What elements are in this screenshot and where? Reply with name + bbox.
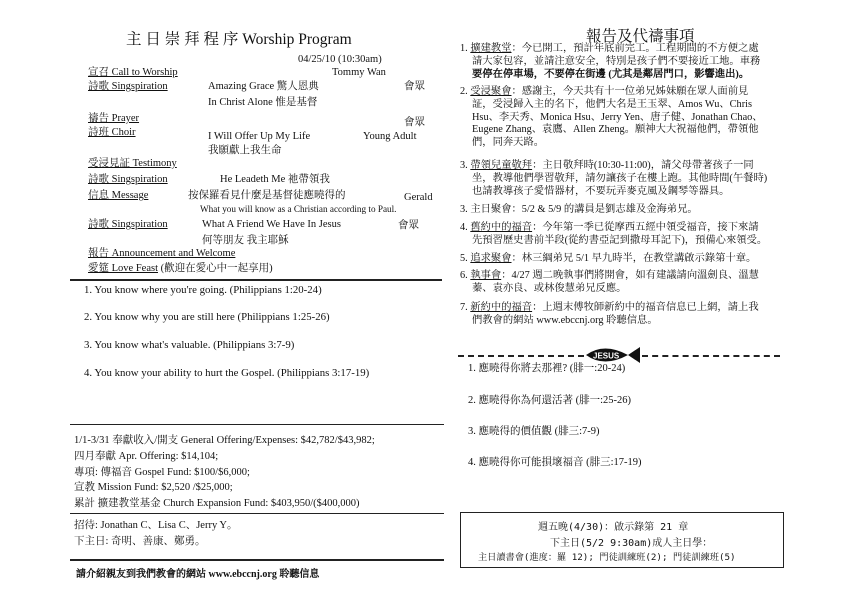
congregation-2: 會眾 bbox=[404, 117, 425, 128]
prayer: 禱告 Prayer bbox=[88, 113, 140, 124]
item-1-num: 1. bbox=[460, 43, 468, 54]
question-4: 4. 應曉得你可能損壞福音 (腓三:17-19) bbox=[468, 457, 642, 468]
item-5-num: 5. bbox=[460, 253, 468, 264]
footer-divider bbox=[70, 559, 444, 561]
item-3b-label: 主日聚會 bbox=[470, 204, 512, 215]
item-3-label: 帶領兒童敬拜 bbox=[470, 160, 533, 171]
fish-divider-right bbox=[642, 355, 780, 357]
call-leader: Tommy Wan bbox=[332, 67, 386, 78]
item-3b-num: 3. bbox=[460, 204, 468, 215]
finance-line-2: 四月奉獻 Apr. Offering: $14,104; bbox=[74, 451, 219, 462]
item-3b-line-1: ：5/2 & 5/9 的講員是劉志雄及金海弟兄。 bbox=[511, 204, 698, 215]
item-6-line-1: ：4/27 週二晚執事們將開會，如有建議請向溫劍良、溫慧 bbox=[501, 270, 759, 281]
finance-line-3: 專項: 傳福音 Gospel Fund: $100/$6,000; bbox=[74, 467, 250, 478]
message-title-en: What you will know as a Christian according to Paul. bbox=[200, 204, 397, 214]
program-date: 04/25/10 (10:30am) bbox=[298, 54, 382, 65]
announcement-item-3b bbox=[460, 204, 698, 217]
footer-text: 請介紹親友到我們教會的網站 www.ebccnj.org 聆聽信息 bbox=[76, 569, 320, 580]
finance-line-5: 累計 擴建教堂基金 Church Expansion Fund: $403,950/($400,000) bbox=[74, 498, 360, 509]
item-1-line-2: 請大家包容，並請注意安全，特別是孩子們不要接近工地。車務 bbox=[472, 55, 761, 67]
love-feast: 愛筵 Love Feast bbox=[88, 263, 158, 274]
item-3-line-3: 也請教導孩子愛惜器材，不要玩弄麥克風及鋼琴等器具。 bbox=[472, 185, 730, 197]
item-4-line-1: ：今年第一季已從摩西五經中領受福音，接下來請 bbox=[532, 222, 759, 233]
next-sunday-hosts: 下主日: 奇明、善康、鄭勇。 bbox=[74, 536, 206, 547]
item-2-line-5: 們，同奔天路。 bbox=[472, 137, 545, 149]
congregation-3: 會眾 bbox=[398, 220, 419, 231]
item-4-line-2: 先預習歷史書前半段(從約書亞記到撒母耳記下)，預備心來領受。 bbox=[472, 234, 768, 246]
speaker: Gerald bbox=[404, 192, 433, 203]
schedule-line-3: 主日讀書會(進度：羅 12); 門徒訓練班(2); 門徒訓練班(5) bbox=[478, 552, 736, 563]
item-2-line-4: Eugene Zhang、袁鷹、Allen Zheng。願神大大祝福他們，帶領他 bbox=[472, 124, 759, 136]
item-2-label: 受浸聚會 bbox=[470, 86, 512, 97]
love-feast-note: (歡迎在愛心中一起享用) bbox=[158, 263, 273, 274]
finance-divider-top bbox=[70, 424, 444, 425]
point-2: 2. You know why you are still here (Philippians 1:25-26) bbox=[84, 311, 330, 323]
announcement-item-5 bbox=[460, 253, 756, 266]
item-1-line-3: 要停在停車場，不要停在街邊 (尤其是鄰居門口，影響進出)。 bbox=[472, 68, 750, 80]
announcement-item-6 bbox=[460, 270, 759, 296]
message-title-zh: 按保羅看見什麼是基督徒應曉得的 bbox=[188, 190, 346, 201]
finance-divider-bottom bbox=[70, 513, 444, 514]
item-5-line-1: ：林三綱弟兄 5/1 早九時半，在教堂講啟示錄第十章。 bbox=[511, 253, 757, 264]
congregation-1: 會眾 bbox=[404, 81, 425, 92]
item-6-label: 執事會 bbox=[470, 270, 502, 281]
item-7-line-2: 們教會的網站 www.ebccnj.org 聆聽信息。 bbox=[472, 314, 658, 326]
singspiration-2: 詩歌 Singspiration bbox=[88, 174, 168, 185]
item-7-label: 新約中的福音 bbox=[470, 302, 533, 313]
item-1-line-1: ：今已開工，預計年底前完工。工程期間的不方便之處 bbox=[511, 43, 759, 54]
finance-line-1: 1/1-3/31 奉獻收入/開支 General Offering/Expenses: $42,782/$43,982; bbox=[74, 435, 375, 446]
item-4-num: 4. bbox=[460, 222, 468, 233]
choir-song-en: I Will Offer Up My Life bbox=[208, 131, 311, 142]
item-2-num: 2. bbox=[460, 86, 468, 97]
song-2: He Leadeth Me 祂帶領我 bbox=[220, 174, 330, 185]
announcement: 報告 Announcement and Welcome bbox=[88, 248, 236, 259]
question-3: 3. 應曉得的價值觀 (腓三:7-9) bbox=[468, 426, 600, 437]
song-1a: Amazing Grace 驚人恩典 bbox=[208, 81, 319, 92]
item-4-label: 舊約中的福音 bbox=[470, 222, 533, 233]
question-2: 2. 應曉得你為何還活著 (腓一:25-26) bbox=[468, 395, 632, 406]
item-1-label: 擴建教堂 bbox=[470, 43, 512, 54]
testimony: 受浸見証 Testimony bbox=[88, 158, 177, 169]
item-5-label: 追求聚會 bbox=[470, 253, 512, 264]
singspiration-1: 詩歌 Singspiration bbox=[88, 81, 168, 92]
point-1: 1. You know where you're going. (Philippians 1:20-24) bbox=[84, 284, 322, 296]
fish-divider-left bbox=[458, 355, 584, 357]
schedule-line-2: 下主日(5/2 9:30am)成人主日學： bbox=[550, 538, 713, 549]
question-1: 1. 應曉得你將去那裡? (腓一:20-24) bbox=[468, 363, 626, 374]
call-to-worship: 宣召 Call to Worship bbox=[88, 67, 178, 78]
song-3b: 何等朋友 我主耶穌 bbox=[202, 235, 289, 246]
item-3-num: 3. bbox=[460, 160, 468, 171]
choir: 詩班 Choir bbox=[88, 127, 136, 138]
item-7-num: 7. bbox=[460, 302, 468, 313]
program-divider bbox=[70, 279, 442, 281]
item-3-line-1: ：主日敬拜時(10:30-11:00)，請父母帶著孩子一同 bbox=[532, 160, 754, 171]
program-title: 主 日 崇 拜 程 序 Worship Program bbox=[126, 31, 352, 48]
finance-line-4: 宣教 Mission Fund: $2,520 /$25,000; bbox=[74, 482, 233, 493]
song-1b: In Christ Alone 惟是基督 bbox=[208, 97, 318, 108]
love-feast-line bbox=[88, 262, 273, 275]
song-3a: What A Friend We Have In Jesus bbox=[202, 219, 341, 230]
announcement-item-7 bbox=[460, 302, 759, 328]
item-6-line-2: 蓁、袁亦良、或林俊慧弟兄反應。 bbox=[472, 282, 627, 294]
hosts: 招待: Jonathan C、Lisa C、Jerry Y。 bbox=[74, 520, 238, 531]
item-2-line-3: Hsu、李天秀、Monica Hsu、Jerry Yen、唐子健、Jonathan Chao、 bbox=[472, 111, 763, 123]
choir-performer: Young Adult bbox=[363, 131, 417, 142]
fish-label: JESUS bbox=[593, 351, 620, 361]
point-3: 3. You know what's valuable. (Philippians 3:7-9) bbox=[84, 339, 295, 351]
item-2-line-2: 証，受浸歸入主的名下，他們大名是王玉翠、Amos Wu、Chris bbox=[472, 98, 752, 110]
singspiration-3: 詩歌 Singspiration bbox=[88, 219, 168, 230]
message: 信息 Message bbox=[88, 190, 149, 201]
announcement-item-2 bbox=[460, 86, 763, 150]
schedule-line-1: 週五晚(4/30)：啟示錄第 21 章 bbox=[538, 522, 689, 533]
item-7-line-1: ：上週末傅牧師新約中的福音信息已上網，請上我 bbox=[532, 302, 759, 313]
item-2-line-1: ：感謝主，今天共有十一位弟兄姊妹願在眾人面前見 bbox=[511, 86, 749, 97]
point-4: 4. You know your ability to hurt the Gospel. (Philippians 3:17-19) bbox=[84, 367, 370, 379]
announcements-title: 報告及代禱事項 bbox=[586, 28, 695, 45]
announcement-item-1 bbox=[460, 43, 760, 81]
item-6-num: 6. bbox=[460, 270, 468, 281]
announcement-item-3 bbox=[460, 160, 767, 198]
announcement-item-4 bbox=[460, 222, 767, 248]
item-3-line-2: 坐，教導他們學習敬拜，請勿讓孩子在樓上跑。其他時間(午餐時) bbox=[472, 172, 768, 184]
choir-song-zh: 我願獻上我生命 bbox=[208, 145, 282, 156]
